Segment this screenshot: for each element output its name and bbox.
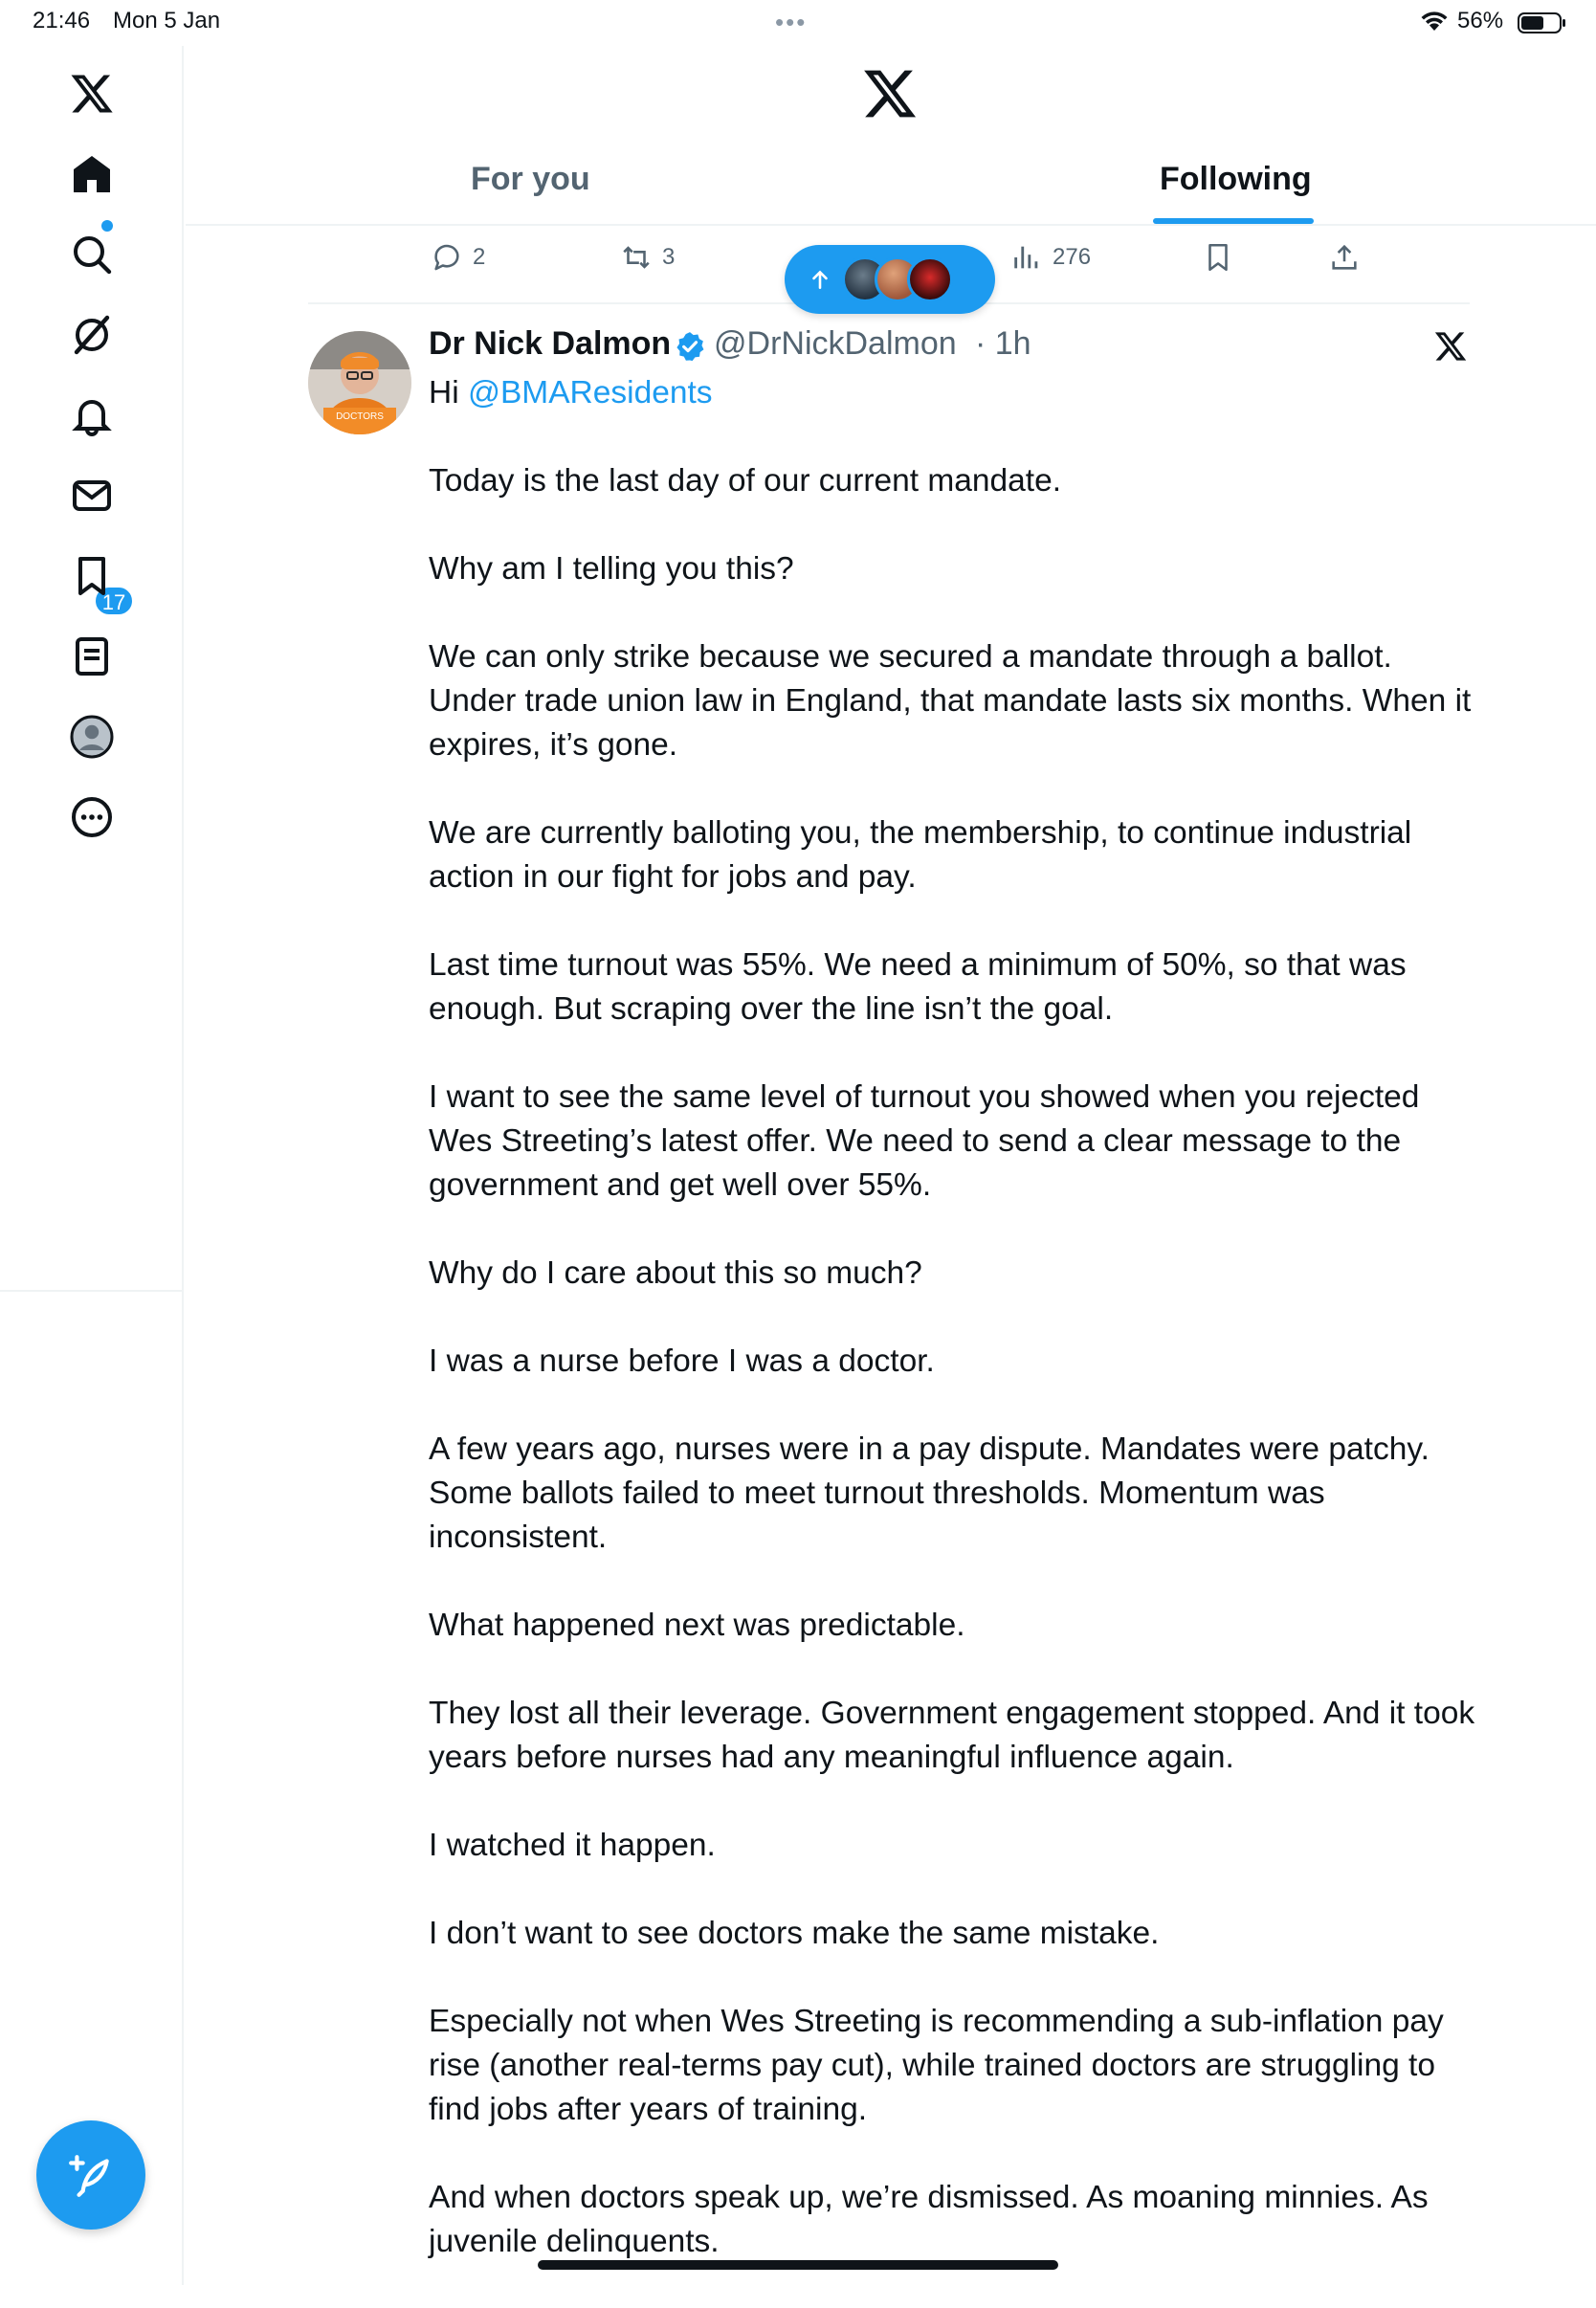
views-icon xyxy=(1010,241,1043,274)
post-paragraph: I don’t want to see doctors make the same mistake. xyxy=(429,1916,1160,1951)
share-button[interactable] xyxy=(1328,241,1361,274)
search-icon[interactable] xyxy=(63,226,121,283)
bookmark-icon[interactable] xyxy=(63,547,121,605)
post-paragraph: I was a nurse before I was a doctor. xyxy=(429,1343,935,1379)
pill-avatar-3 xyxy=(907,256,953,302)
x-logo-icon[interactable] xyxy=(1433,329,1468,364)
mention-link[interactable]: @BMAResidents xyxy=(467,375,713,411)
wifi-icon xyxy=(1420,10,1449,33)
repost-button[interactable] xyxy=(620,241,675,274)
post-paragraph: I watched it happen. xyxy=(429,1828,716,1863)
post-body xyxy=(429,371,1481,2308)
repost-icon xyxy=(620,241,653,274)
views-button[interactable] xyxy=(1010,241,1091,274)
repost-count: 3 xyxy=(662,244,676,270)
avatar-sign-text: DOCTORS xyxy=(336,411,384,422)
bookmark-icon xyxy=(1202,241,1234,274)
compose-post-button[interactable] xyxy=(36,2120,145,2230)
x-logo-icon xyxy=(861,65,919,122)
post-paragraph: We can only strike because we secured a mandate through a ballot. Under trade union law in England, that mandate lasts six months. When it expires, it’s gone. xyxy=(429,639,1472,763)
compose-feather-icon xyxy=(67,2151,115,2199)
envelope-icon[interactable] xyxy=(63,467,121,524)
post-paragraph: Today is the last day of our current mandate. xyxy=(429,463,1062,499)
post-paragraph: I want to see the same level of turnout you showed when you rejected Wes Streeting’s latest offer. We need to send a clear message to the government and get well over 55%. xyxy=(429,1079,1420,1203)
active-tab-indicator xyxy=(1153,218,1314,224)
tab-for-you[interactable]: For you xyxy=(471,161,590,197)
new-posts-pill[interactable] xyxy=(785,245,995,314)
reply-button[interactable] xyxy=(431,241,485,274)
author-handle[interactable]: @DrNickDalmon xyxy=(714,325,957,362)
post-paragraph: Especially not when Wes Streeting is recommending a sub-inflation pay rise (another real-terms pay cut), while trained doctors are struggling to find jobs after years of training. xyxy=(429,2004,1444,2127)
post-paragraph: Why do I care about this so much? xyxy=(429,1255,922,1291)
notifications-badge: 17 xyxy=(94,586,134,616)
verified-badge-icon xyxy=(674,330,706,363)
avatar-icon[interactable] xyxy=(63,708,121,766)
share-icon xyxy=(1328,241,1361,274)
status-date: Mon 5 Jan xyxy=(113,8,221,33)
reply-count: 2 xyxy=(473,244,486,270)
post-paragraph: Why am I telling you this? xyxy=(429,551,794,587)
multitasking-dots-icon[interactable]: ••• xyxy=(775,8,808,36)
reply-icon xyxy=(431,241,463,274)
post-paragraph: They lost all their leverage. Government engagement stopped. And it took years before nurses had any meaningful influence again. xyxy=(429,1696,1475,1775)
post-timestamp[interactable]: · 1h xyxy=(975,325,1031,362)
more-icon[interactable] xyxy=(63,788,121,846)
views-count: 276 xyxy=(1053,244,1092,270)
sidebar-divider xyxy=(0,1290,184,1292)
author-name[interactable]: Dr Nick Dalmon xyxy=(429,325,672,362)
home-indicator[interactable] xyxy=(538,2260,1058,2270)
battery-icon xyxy=(1518,11,1567,34)
post-paragraph: What happened next was predictable. xyxy=(429,1608,965,1643)
bell-icon[interactable] xyxy=(63,387,121,444)
status-bar xyxy=(0,0,1596,46)
bookmark-post-button[interactable] xyxy=(1202,241,1234,274)
post-paragraph: Last time turnout was 55%. We need a minimum of 50%, so that was enough. But scraping over the line isn’t the goal. xyxy=(429,947,1407,1027)
x-logo-icon[interactable] xyxy=(63,65,121,122)
timeline-header xyxy=(186,46,1596,226)
author-avatar[interactable] xyxy=(308,331,411,434)
post-paragraph: And when doctors speak up, we’re dismissed. As moaning minnies. As juvenile delinquents. xyxy=(429,2180,1429,2259)
post-paragraph: We are currently balloting you, the membership, to continue industrial action in our fight for jobs and pay. xyxy=(429,815,1412,895)
battery-percentage: 56% xyxy=(1457,8,1504,33)
post-greeting xyxy=(429,371,1481,415)
arrow-up-icon xyxy=(808,267,832,292)
sidebar xyxy=(0,46,184,2285)
home-icon[interactable] xyxy=(63,145,121,203)
tab-following[interactable]: Following xyxy=(1160,161,1312,197)
status-time: 21:46 xyxy=(33,8,91,33)
greeting-text: Hi xyxy=(429,375,468,411)
post-paragraph: A few years ago, nurses were in a pay dispute. Mandates were patchy. Some ballots failed to meet turnout thresholds. Momentum was inconsistent. xyxy=(429,1431,1430,1555)
list-icon[interactable] xyxy=(63,628,121,685)
grok-icon[interactable] xyxy=(63,306,121,364)
